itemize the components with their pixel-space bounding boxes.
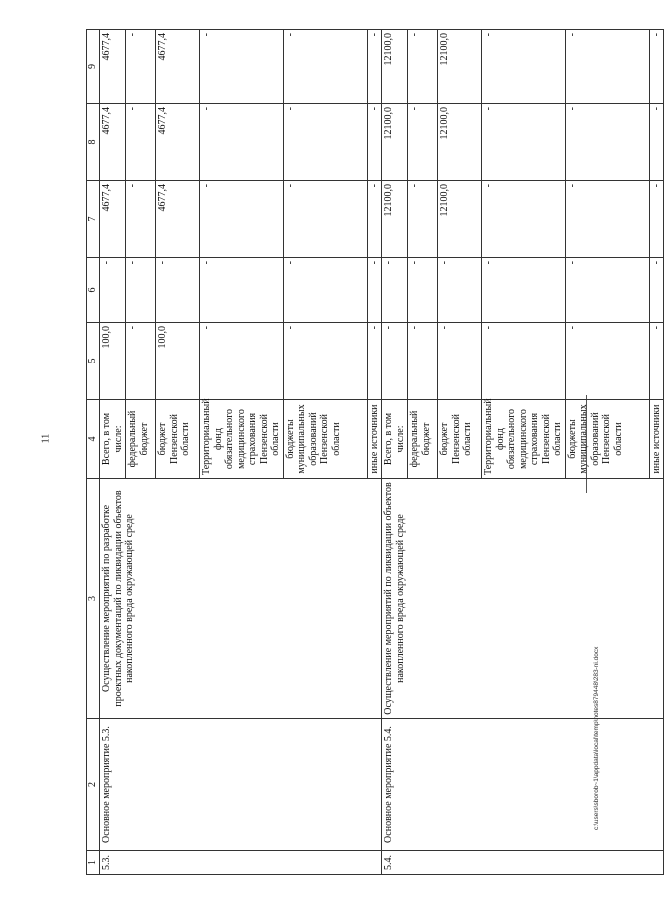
value-cell: - [382,323,408,400]
value-cell: - [565,181,649,258]
value-cell: - [283,181,367,258]
table-row [382,30,408,875]
value-cell: - [408,30,438,104]
funding-source-cell: бюджет Пензенской области [156,400,200,479]
value-cell: - [438,323,482,400]
funding-source-cell: федеральный бюджет [126,400,156,479]
value-cell: - [126,323,156,400]
value-cell: - [200,181,284,258]
funding-source-cell: федеральный бюджет [408,400,438,479]
value-cell: - [283,104,367,181]
funding-source-cell: Территориальный фонд обязательного медицинского страхования Пензенской области [200,400,284,479]
value-cell: 4677,4 [156,30,200,104]
value-cell: - [408,323,438,400]
funding-source-cell: бюджеты муниципальных образований Пензенской области [565,400,649,479]
value-cell: 100,0 [156,323,200,400]
value-cell: - [126,181,156,258]
header-cell: 5 [87,323,100,400]
header-cell: 9 [87,30,100,104]
value-cell: 100,0 [100,323,126,400]
value-cell: - [408,104,438,181]
value-cell: 4677,4 [100,104,126,181]
value-cell: 12100,0 [382,181,408,258]
value-cell: - [649,258,664,323]
funding-source-cell: Всего, в том числе: [100,400,126,479]
value-cell: - [200,323,284,400]
value-cell: - [565,104,649,181]
value-cell: 12100,0 [438,181,482,258]
header-cell: 3 [87,479,100,719]
event-description-cell: Осуществление мероприятий по ликвидации объектов накопленного вреда окружающей среде [382,479,664,719]
value-cell: - [126,258,156,323]
value-cell: 12100,0 [438,104,482,181]
value-cell: - [100,258,126,323]
page-number: 11 [40,433,52,444]
value-cell: - [565,30,649,104]
value-cell: - [367,181,382,258]
value-cell: - [649,104,664,181]
funding-source-cell: бюджеты муниципальных образований Пензенской области [283,400,367,479]
value-cell: - [649,30,664,104]
value-cell: - [367,258,382,323]
value-cell: - [482,258,566,323]
funding-table [86,29,664,875]
header-cell: 4 [87,400,100,479]
value-cell: - [482,181,566,258]
event-name-cell: Основное мероприятие 5.4. [382,719,664,851]
value-cell: - [482,30,566,104]
header-cell: 2 [87,719,100,851]
value-cell: - [126,104,156,181]
value-cell: - [438,258,482,323]
event-description-cell: Осуществление мероприятий по разработке проектных документаций по ликвидации объектов накопленного вреда окружающей среде [100,479,382,719]
event-name-cell: Основное мероприятие 5.3. [100,719,382,851]
value-cell: - [126,30,156,104]
funding-source-cell: Территориальный фонд обязательного медицинского страхования Пензенской области [482,400,566,479]
value-cell: 4677,4 [100,30,126,104]
value-cell: - [408,258,438,323]
value-cell: - [649,323,664,400]
value-cell: 12100,0 [382,30,408,104]
footer-file-path: c:\users\sborob~1\appdata\local\temp\notes879448\283-ni.docx [593,646,600,830]
value-cell: - [649,181,664,258]
funding-source-cell: Всего, в том числе: [382,400,408,479]
row-number-cell: 5.4. [382,851,664,875]
value-cell: - [200,104,284,181]
row-number-cell: 5.3. [100,851,382,875]
table-row [100,30,126,875]
value-cell: - [367,30,382,104]
value-cell: - [200,258,284,323]
value-cell: - [200,30,284,104]
value-cell: 4677,4 [156,104,200,181]
value-cell: - [482,323,566,400]
header-cell: 8 [87,104,100,181]
header-cell: 7 [87,181,100,258]
value-cell: - [283,30,367,104]
value-cell: - [367,323,382,400]
value-cell: 4677,4 [100,181,126,258]
value-cell: - [156,258,200,323]
value-cell: - [408,181,438,258]
value-cell: - [283,258,367,323]
value-cell: - [382,258,408,323]
value-cell: 12100,0 [438,30,482,104]
header-row [87,30,100,875]
funding-source-cell: иные источники [649,400,664,479]
value-cell: - [482,104,566,181]
funding-source-cell: бюджет Пензенской области [438,400,482,479]
value-cell: - [367,104,382,181]
value-cell: 12100,0 [382,104,408,181]
value-cell: - [565,258,649,323]
funding-source-cell: иные источники [367,400,382,479]
value-cell: - [283,323,367,400]
header-cell: 6 [87,258,100,323]
value-cell: 4677,4 [156,181,200,258]
header-cell: 1 [87,851,100,875]
value-cell: - [565,323,649,400]
